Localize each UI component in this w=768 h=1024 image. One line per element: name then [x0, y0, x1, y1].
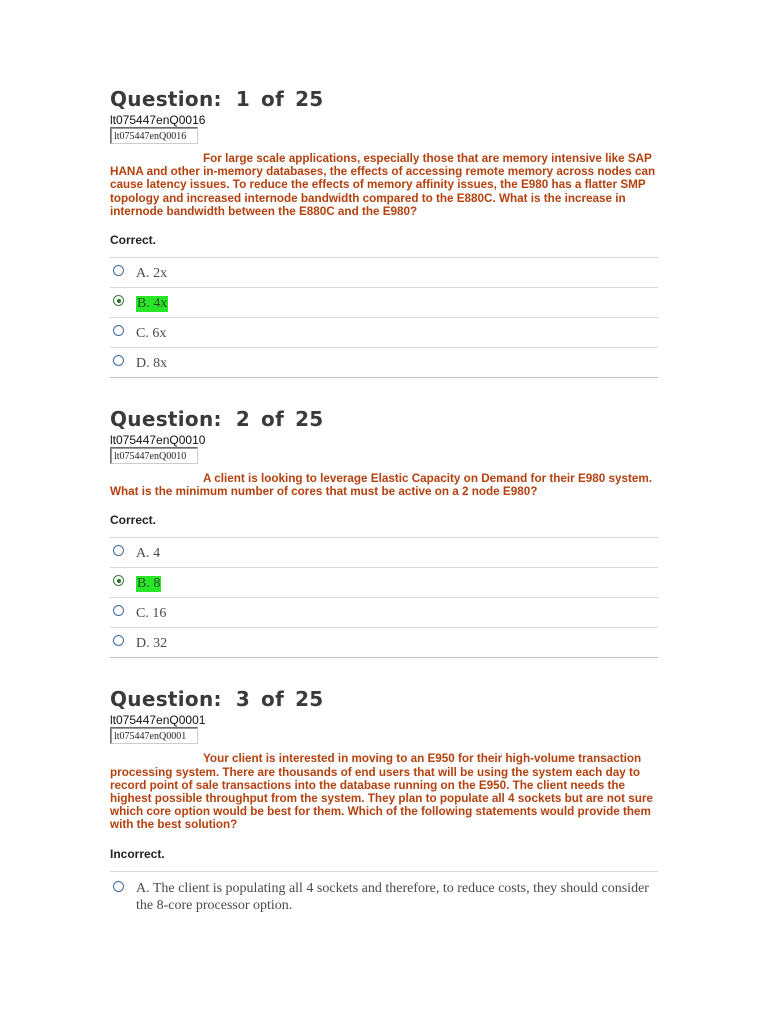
question-of: of: [261, 407, 285, 432]
answer-option-label: A. 4: [136, 546, 161, 562]
answer-option-label: C. 6x: [136, 326, 167, 342]
question-number: 2: [235, 407, 251, 432]
answer-option-d[interactable]: [110, 628, 658, 658]
radio-icon[interactable]: [113, 881, 124, 892]
question-total: 25: [295, 687, 324, 712]
question-text: [110, 152, 662, 218]
answer-options: [110, 537, 658, 658]
quiz-results: [110, 86, 658, 912]
question-label: Question:: [110, 407, 222, 432]
radio-checked-icon[interactable]: [113, 295, 124, 306]
question-total: 25: [295, 87, 324, 111]
answer-option-label: B. 4x: [137, 296, 168, 312]
radio-icon[interactable]: [113, 545, 124, 556]
answer-option-label: A. The client is populating all 4 sockets and therefore, to reduce costs, they should consider the 8-core processor option.: [136, 880, 649, 913]
result-status: Correct.: [110, 233, 157, 248]
radio-icon[interactable]: [113, 325, 124, 336]
question-id: lt075447enQ0001: [110, 713, 206, 728]
answer-option-label: B. 8: [137, 576, 161, 592]
question-text: [110, 752, 662, 831]
answer-option-b[interactable]: [110, 568, 658, 598]
question-text-content: A client is looking to leverage Elastic Capacity on Demand for their E980 system. What is the minimum number of cores that must be active on a 2 node E980?: [110, 472, 653, 499]
answer-option-a[interactable]: [110, 258, 658, 288]
question-text-content: Your client is interested in moving to an E950 for their high-volume transaction processing system. There are thousands of end users that will be using the system each day to record point of sale transactions into the database running on the E950. The client needs the highest possible throughput from the system. They plan to populate all 4 sockets but are not sure which core option would be best for them. Which of the following statements would provide them with the best solution?: [110, 752, 653, 832]
radio-icon[interactable]: [113, 605, 124, 616]
radio-checked-icon[interactable]: [113, 575, 124, 586]
answer-option-a[interactable]: [110, 538, 658, 568]
question-number: 1: [235, 87, 251, 111]
question-title: [110, 86, 658, 112]
answer-option-d[interactable]: [110, 348, 658, 378]
answer-option-label: C. 16: [136, 606, 167, 622]
answer-options: [110, 257, 658, 378]
question-of: of: [261, 87, 285, 111]
question-of: of: [261, 687, 285, 712]
answer-options: [110, 871, 658, 912]
question-text: [110, 472, 662, 498]
question-title: [110, 406, 658, 432]
radio-icon[interactable]: [113, 635, 124, 646]
answer-option-label: A. 2x: [136, 266, 168, 282]
question-id: lt075447enQ0016: [110, 113, 206, 127]
question-id-field[interactable]: lt075447enQ0016: [110, 127, 198, 144]
answer-option-label: D. 8x: [136, 356, 168, 372]
question-id-field[interactable]: lt075447enQ0001: [110, 727, 198, 744]
question-total: 25: [295, 407, 324, 432]
answer-option-label: D. 32: [136, 636, 168, 652]
question-number: 3: [235, 687, 251, 712]
answer-option-a[interactable]: [110, 872, 658, 912]
answer-option-c[interactable]: [110, 318, 658, 348]
question-label: Question:: [110, 687, 222, 712]
result-status: Correct.: [110, 513, 157, 528]
answer-option-b[interactable]: [110, 288, 658, 318]
question-2: [110, 406, 658, 658]
answer-option-c[interactable]: [110, 598, 658, 628]
question-1: [110, 86, 658, 378]
result-status: Incorrect.: [110, 846, 165, 861]
question-label: Question:: [110, 87, 222, 111]
question-3: [110, 686, 658, 911]
question-title: [110, 686, 658, 712]
radio-icon[interactable]: [113, 265, 124, 276]
question-text-content: For large scale applications, especially those that are memory intensive like SAP HANA and other in-memory databases, the effects of accessing remote memory across nodes can cause latency issues. To reduce the effects of memory affinity issues, the E980 has a flatter SMP topology and increased internode bandwidth compared to the E880C. What is the increase in internode bandwidth between the E880C and the E980?: [110, 152, 656, 218]
question-id-field[interactable]: lt075447enQ0010: [110, 447, 198, 464]
question-id: lt075447enQ0010: [110, 433, 206, 448]
radio-icon[interactable]: [113, 355, 124, 366]
